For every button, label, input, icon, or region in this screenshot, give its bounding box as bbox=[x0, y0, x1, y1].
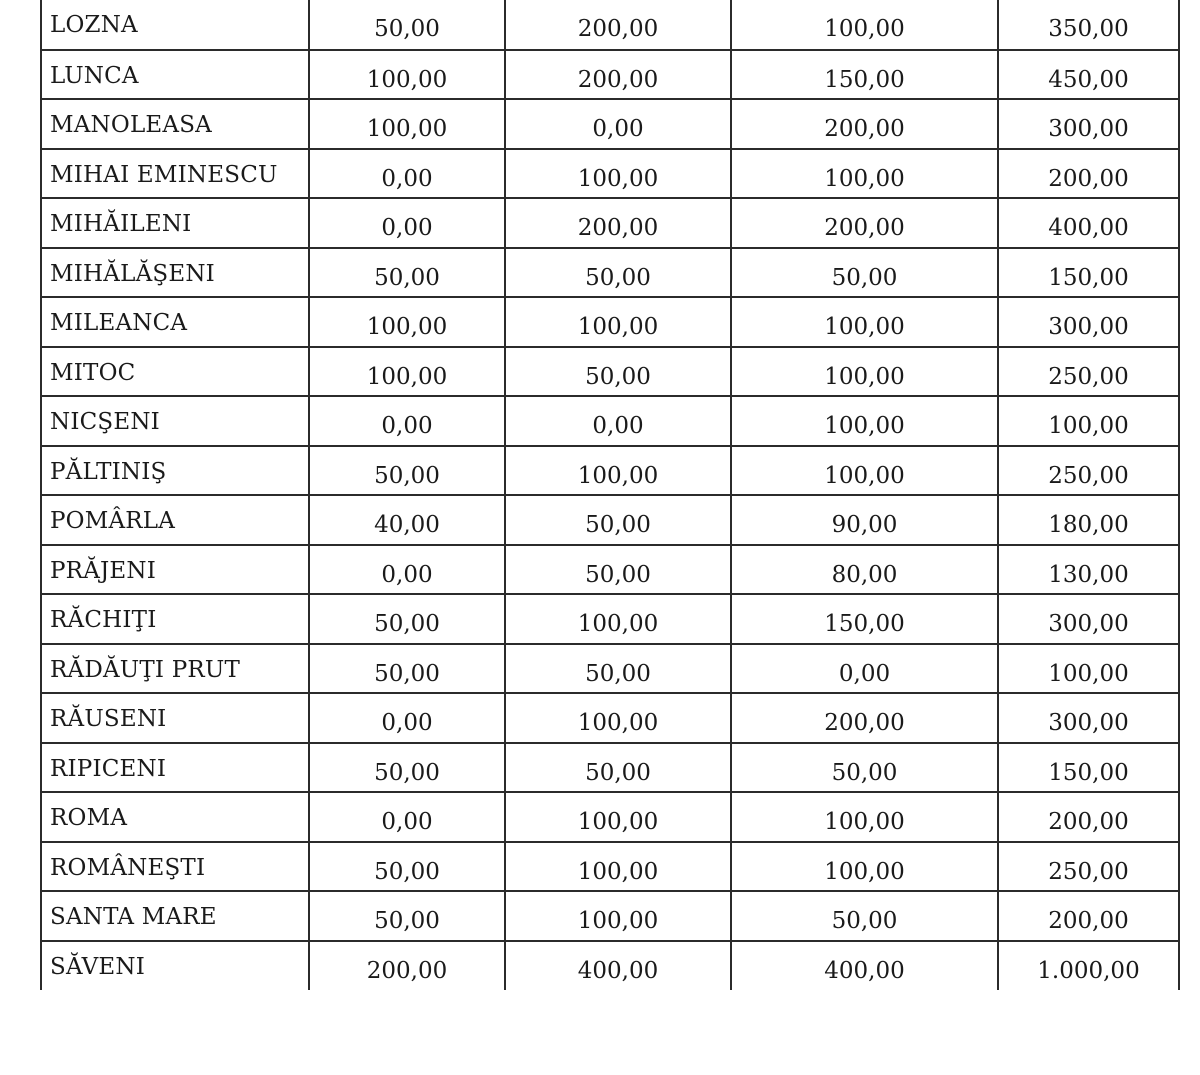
table-row bbox=[41, 149, 1179, 199]
amount-value-cell: 150,00 bbox=[731, 594, 998, 644]
locality-name-cell: LOZNA bbox=[41, 0, 309, 50]
amount-value-cell: 50,00 bbox=[309, 0, 505, 50]
locality-name-cell: RIPICENI bbox=[41, 743, 309, 793]
locality-name-cell: MIHAI EMINESCU bbox=[41, 149, 309, 199]
table-row bbox=[41, 545, 1179, 595]
amount-value-cell: 100,00 bbox=[731, 347, 998, 397]
amount-value-cell: 50,00 bbox=[505, 495, 731, 545]
locality-name-cell: MANOLEASA bbox=[41, 99, 309, 149]
amount-value-cell: 40,00 bbox=[309, 495, 505, 545]
amount-value-cell: 50,00 bbox=[731, 743, 998, 793]
total-value-cell: 200,00 bbox=[998, 149, 1179, 199]
table-row bbox=[41, 842, 1179, 892]
locality-name-cell: MIHĂILENI bbox=[41, 198, 309, 248]
table-row bbox=[41, 50, 1179, 100]
total-value-cell: 100,00 bbox=[998, 644, 1179, 694]
amount-value-cell: 0,00 bbox=[309, 149, 505, 199]
table-body bbox=[41, 0, 1179, 990]
locality-name-cell: PRĂJENI bbox=[41, 545, 309, 595]
amount-value-cell: 100,00 bbox=[731, 297, 998, 347]
total-value-cell: 300,00 bbox=[998, 297, 1179, 347]
amount-value-cell: 100,00 bbox=[309, 297, 505, 347]
amount-value-cell: 150,00 bbox=[731, 50, 998, 100]
locality-name-cell: NICŞENI bbox=[41, 396, 309, 446]
amount-value-cell: 100,00 bbox=[505, 693, 731, 743]
total-value-cell: 450,00 bbox=[998, 50, 1179, 100]
amount-value-cell: 100,00 bbox=[309, 347, 505, 397]
table-row bbox=[41, 347, 1179, 397]
amount-value-cell: 50,00 bbox=[309, 248, 505, 298]
total-value-cell: 250,00 bbox=[998, 446, 1179, 496]
total-value-cell: 180,00 bbox=[998, 495, 1179, 545]
amount-value-cell: 200,00 bbox=[505, 50, 731, 100]
table-row bbox=[41, 792, 1179, 842]
total-value-cell: 250,00 bbox=[998, 347, 1179, 397]
amount-value-cell: 0,00 bbox=[309, 396, 505, 446]
amount-value-cell: 200,00 bbox=[309, 941, 505, 991]
table-row bbox=[41, 446, 1179, 496]
amount-value-cell: 50,00 bbox=[309, 446, 505, 496]
total-value-cell: 150,00 bbox=[998, 743, 1179, 793]
amount-value-cell: 50,00 bbox=[505, 248, 731, 298]
amount-value-cell: 50,00 bbox=[731, 891, 998, 941]
amount-value-cell: 100,00 bbox=[505, 891, 731, 941]
amount-value-cell: 100,00 bbox=[505, 842, 731, 892]
amount-value-cell: 200,00 bbox=[731, 693, 998, 743]
locality-name-cell: RĂCHIŢI bbox=[41, 594, 309, 644]
table-row bbox=[41, 693, 1179, 743]
table-row bbox=[41, 99, 1179, 149]
data-table bbox=[40, 0, 1180, 990]
locality-name-cell: PĂLTINIŞ bbox=[41, 446, 309, 496]
locality-name-cell: LUNCA bbox=[41, 50, 309, 100]
amount-value-cell: 50,00 bbox=[309, 743, 505, 793]
amount-value-cell: 50,00 bbox=[731, 248, 998, 298]
amount-value-cell: 200,00 bbox=[731, 99, 998, 149]
amount-value-cell: 0,00 bbox=[309, 693, 505, 743]
table-row bbox=[41, 644, 1179, 694]
amount-value-cell: 0,00 bbox=[309, 545, 505, 595]
amount-value-cell: 200,00 bbox=[505, 0, 731, 50]
amount-value-cell: 50,00 bbox=[309, 891, 505, 941]
total-value-cell: 300,00 bbox=[998, 594, 1179, 644]
amount-value-cell: 200,00 bbox=[505, 198, 731, 248]
locality-name-cell: RĂDĂUŢI PRUT bbox=[41, 644, 309, 694]
amount-value-cell: 0,00 bbox=[505, 99, 731, 149]
amount-value-cell: 50,00 bbox=[309, 842, 505, 892]
total-value-cell: 130,00 bbox=[998, 545, 1179, 595]
amount-value-cell: 100,00 bbox=[731, 842, 998, 892]
amount-value-cell: 0,00 bbox=[731, 644, 998, 694]
locality-name-cell: MILEANCA bbox=[41, 297, 309, 347]
table-row bbox=[41, 396, 1179, 446]
table-row bbox=[41, 891, 1179, 941]
amount-value-cell: 100,00 bbox=[309, 50, 505, 100]
amount-value-cell: 0,00 bbox=[505, 396, 731, 446]
total-value-cell: 400,00 bbox=[998, 198, 1179, 248]
locality-name-cell: RĂUSENI bbox=[41, 693, 309, 743]
amount-value-cell: 100,00 bbox=[731, 792, 998, 842]
amount-value-cell: 100,00 bbox=[309, 99, 505, 149]
amount-value-cell: 200,00 bbox=[731, 198, 998, 248]
amount-value-cell: 50,00 bbox=[309, 644, 505, 694]
locality-name-cell: ROMÂNEŞTI bbox=[41, 842, 309, 892]
amount-value-cell: 100,00 bbox=[505, 297, 731, 347]
amount-value-cell: 100,00 bbox=[505, 792, 731, 842]
table-row bbox=[41, 941, 1179, 991]
total-value-cell: 300,00 bbox=[998, 99, 1179, 149]
total-value-cell: 300,00 bbox=[998, 693, 1179, 743]
table-row bbox=[41, 198, 1179, 248]
locality-name-cell: POMÂRLA bbox=[41, 495, 309, 545]
amount-value-cell: 100,00 bbox=[505, 594, 731, 644]
total-value-cell: 150,00 bbox=[998, 248, 1179, 298]
total-value-cell: 250,00 bbox=[998, 842, 1179, 892]
table-row bbox=[41, 297, 1179, 347]
total-value-cell: 350,00 bbox=[998, 0, 1179, 50]
table-row bbox=[41, 594, 1179, 644]
table-row bbox=[41, 248, 1179, 298]
total-value-cell: 200,00 bbox=[998, 792, 1179, 842]
amount-value-cell: 50,00 bbox=[505, 743, 731, 793]
amount-value-cell: 50,00 bbox=[505, 545, 731, 595]
amount-value-cell: 50,00 bbox=[505, 347, 731, 397]
amount-value-cell: 0,00 bbox=[309, 792, 505, 842]
table-row bbox=[41, 0, 1179, 50]
amount-value-cell: 0,00 bbox=[309, 198, 505, 248]
amount-value-cell: 100,00 bbox=[731, 149, 998, 199]
amount-value-cell: 400,00 bbox=[731, 941, 998, 991]
total-value-cell: 200,00 bbox=[998, 891, 1179, 941]
amount-value-cell: 100,00 bbox=[731, 396, 998, 446]
table-row bbox=[41, 495, 1179, 545]
locality-name-cell: ROMA bbox=[41, 792, 309, 842]
locality-name-cell: MIHĂLĂŞENI bbox=[41, 248, 309, 298]
amount-value-cell: 100,00 bbox=[505, 149, 731, 199]
amount-value-cell: 80,00 bbox=[731, 545, 998, 595]
amount-value-cell: 50,00 bbox=[309, 594, 505, 644]
table-row bbox=[41, 743, 1179, 793]
amount-value-cell: 100,00 bbox=[731, 446, 998, 496]
amount-value-cell: 50,00 bbox=[505, 644, 731, 694]
locality-name-cell: SĂVENI bbox=[41, 941, 309, 991]
locality-name-cell: MITOC bbox=[41, 347, 309, 397]
amount-value-cell: 100,00 bbox=[505, 446, 731, 496]
total-value-cell: 100,00 bbox=[998, 396, 1179, 446]
amount-value-cell: 100,00 bbox=[731, 0, 998, 50]
locality-name-cell: SANTA MARE bbox=[41, 891, 309, 941]
total-value-cell: 1.000,00 bbox=[998, 941, 1179, 991]
amount-value-cell: 400,00 bbox=[505, 941, 731, 991]
amount-value-cell: 90,00 bbox=[731, 495, 998, 545]
